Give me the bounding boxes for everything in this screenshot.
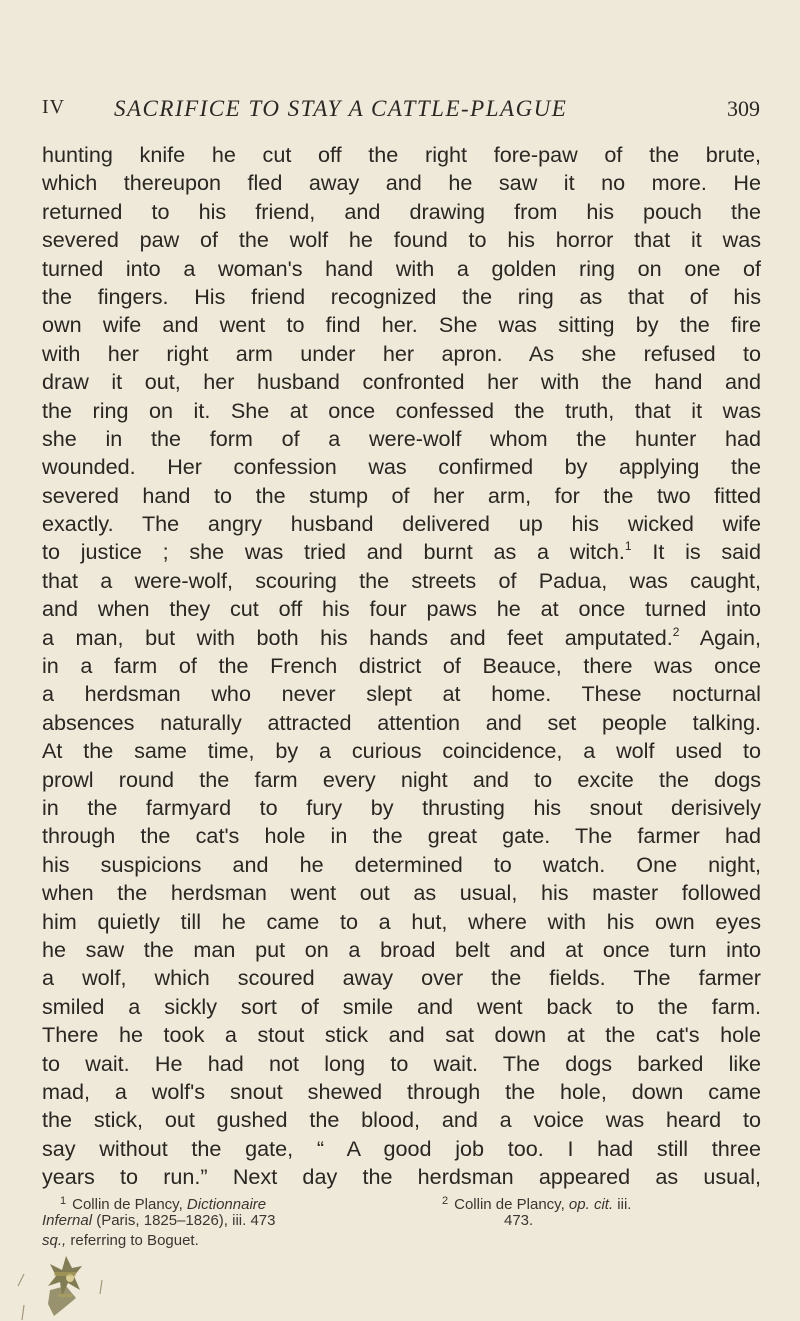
text-line: he saw the man put on a broad belt and at once turn into: [42, 936, 761, 962]
text-line: a herdsman who never slept at home. These nocturnal: [42, 681, 761, 707]
text-line: in a farm of the French district of Beauce, there was once: [42, 653, 761, 679]
footnote-mark: 2: [672, 624, 680, 639]
footnote-volume: iii.: [617, 1196, 632, 1213]
footnote-1-cont: [42, 1211, 276, 1231]
text-line: exactly. The angry husband delivered up his wicked wife: [42, 511, 761, 537]
text-line: smiled a sickly sort of smile and went back to the farm.: [42, 993, 761, 1019]
footnote-line: [42, 1211, 761, 1231]
text-line: There he took a stout stick and sat down at the cat's hole: [42, 1022, 761, 1048]
footnote-abbrev: sq.,: [42, 1232, 67, 1249]
text-line: prowl round the farm every night and to excite the dogs: [42, 766, 761, 792]
footnote-details: (Paris, 1825–1826), iii. 473: [96, 1212, 276, 1229]
footnote-author: Collin de Plancy,: [72, 1196, 183, 1213]
text-line: turned into a woman's hand with a golden ring on one of: [42, 255, 761, 281]
text-line: the stick, out gushed the blood, and a voice was heard to: [42, 1107, 761, 1133]
text-line: returned to his friend, and drawing from his pouch the: [42, 198, 761, 224]
text-line: his suspicions and he determined to watch. One night,: [42, 851, 761, 877]
footnotes: [42, 1191, 761, 1251]
chapter-number: IV: [42, 96, 66, 118]
text-line: with her right arm under her apron. As she refused to: [42, 340, 761, 366]
body-text: [42, 141, 761, 1191]
text-segment: It is said: [652, 539, 761, 565]
footnote-1-cont: [42, 1231, 199, 1251]
footnote-line: [42, 1191, 761, 1211]
text-line-with-footnote: [42, 538, 761, 566]
footnote-line: [42, 1231, 761, 1251]
text-line: a wolf, which scoured away over the fields. The farmer: [42, 965, 761, 991]
text-line: At the same time, by a curious coincidence, a wolf used to: [42, 738, 761, 764]
text-line: wounded. Her confession was confirmed by applying the: [42, 454, 761, 480]
text-segment: Again,: [699, 624, 761, 650]
text-line: mad, a wolf's snout shewed through the hole, down came: [42, 1078, 761, 1104]
text-line: in the farmyard to fury by thrusting his snout derisively: [42, 794, 761, 820]
text-line: the fingers. His friend recognized the ring as that of his: [42, 283, 761, 309]
footnote-author: Collin de Plancy,: [454, 1196, 565, 1213]
page-number: 309: [727, 96, 760, 121]
text-line: him quietly till he came to a hut, where with his own eyes: [42, 908, 761, 934]
footnote-title: Infernal: [42, 1212, 93, 1229]
footnote-reference: referring to Boguet.: [70, 1232, 199, 1249]
text-line: the ring on it. She at once confessed the truth, that it was: [42, 397, 761, 423]
footnote-page: 473.: [504, 1212, 534, 1229]
footnote-number: 1: [60, 1195, 67, 1207]
text-line: hunting knife he cut off the right fore-paw of the brute,: [42, 142, 761, 167]
footnote-title: Dictionnaire: [186, 1196, 267, 1213]
footnote-2-cont: [504, 1211, 533, 1231]
text-line: severed paw of the wolf he found to his horror that it was: [42, 227, 761, 253]
page-header: [42, 96, 760, 126]
text-line: that a were-wolf, scouring the streets of Padua, was caught,: [42, 567, 761, 593]
text-line: which thereupon fled away and he saw it no more. He: [42, 170, 761, 196]
footnote-mark: 1: [624, 539, 632, 554]
text-line: say without the gate, “ A good job too. I had still three: [42, 1135, 761, 1161]
text-line: and when they cut off his four paws he at once turned into: [42, 596, 761, 622]
text-line: years to run.” Next day the herdsman appeared as usual,: [42, 1164, 761, 1190]
footnote-number: 2: [442, 1195, 449, 1207]
footnote-op-cit: op. cit.: [568, 1196, 614, 1213]
text-segment: to justice ; she was tried and burnt as a witch.: [42, 539, 625, 565]
text-line: to wait. He had not long to wait. The dogs barked like: [42, 1050, 761, 1076]
text-line: through the cat's hole in the great gate. The farmer had: [42, 823, 761, 849]
text-line: when the herdsman went out as usual, his master followed: [42, 880, 761, 906]
running-title: SACRIFICE TO STAY A CATTLE-PLAGUE: [114, 96, 568, 121]
text-line: draw it out, her husband confronted her with the hand and: [42, 369, 761, 395]
text-line: she in the form of a were-wolf whom the hunter had: [42, 425, 761, 451]
text-line: severed hand to the stump of her arm, for the two fitted: [42, 482, 761, 508]
text-line-with-footnote: [42, 624, 761, 652]
text-line: own wife and went to find her. She was sitting by the fire: [42, 312, 761, 338]
library-stamp-mark: [10, 1250, 120, 1321]
text-line: absences naturally attracted attention and set people talking.: [42, 709, 761, 735]
text-segment: a man, but with both his hands and feet amputated.: [42, 624, 673, 650]
